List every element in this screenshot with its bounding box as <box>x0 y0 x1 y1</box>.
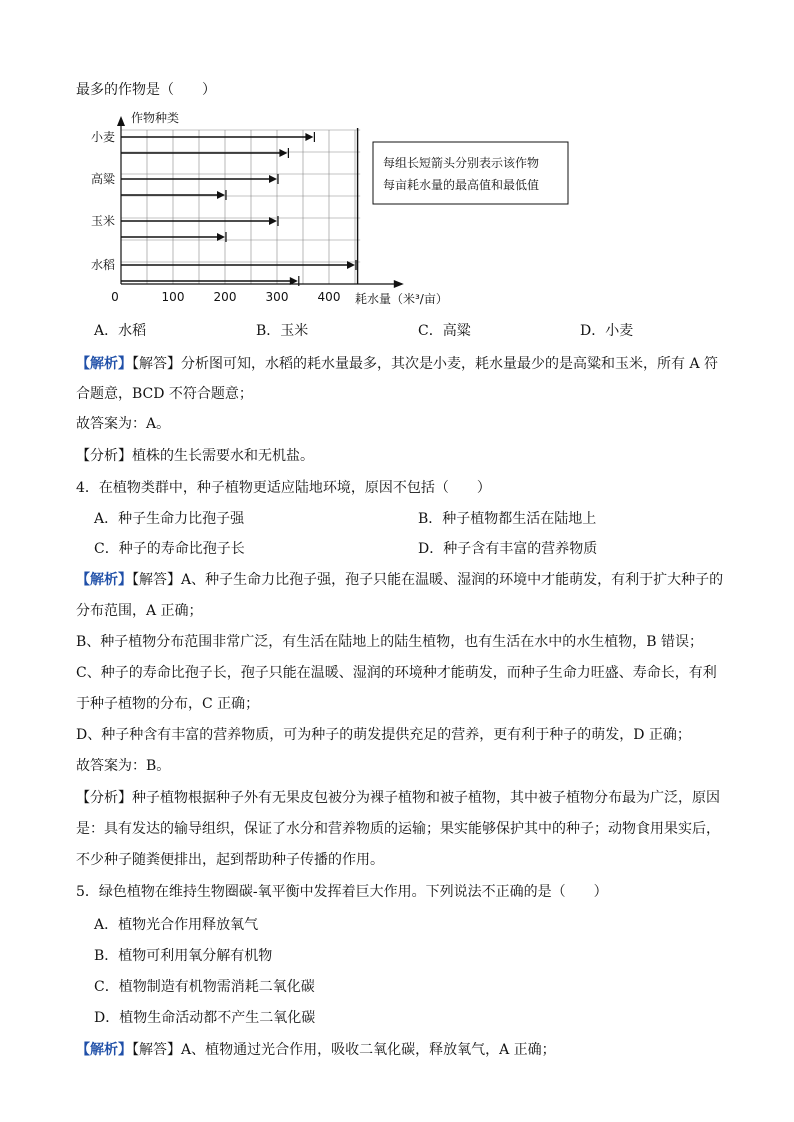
q4-analysis-line-5: 于种子植物的分布，C 正确； <box>76 696 260 712</box>
fenxi-tag: 【分析】 <box>76 448 132 464</box>
x-tick-label: 100 <box>161 290 185 304</box>
analysis-tag: 【解析】 <box>76 1042 132 1058</box>
x-axis-label: 耗水量（米³/亩） <box>355 292 448 306</box>
q4-option-b[interactable]: B．种子植物都生活在陆地上 <box>418 511 597 527</box>
q4-stem: 4．在植物类群中，种子植物更适应陆地环境，原因不包括（ ） <box>76 480 491 496</box>
q4-option-d[interactable]: D．种子含有丰富的营养物质 <box>418 541 598 557</box>
answer-tag: 【解答】 <box>132 1042 181 1058</box>
y-axis-arrowhead <box>117 116 125 126</box>
q5-stem: 5．绿色植物在维持生物圈碳-氧平衡中发挥着巨大作用。下列说法不正确的是（ ） <box>76 884 608 900</box>
q4-analysis-line-1 <box>76 570 723 590</box>
q4-analysis-text: A、种子生命力比孢子强，孢子只能在温暖、湿润的环境中才能萌发，有利于扩大种子的 <box>181 572 724 588</box>
water-consumption-chart <box>88 108 578 313</box>
q3-option-c[interactable]: C．高粱 <box>418 323 471 339</box>
question-stem-tail: 最多的作物是（ ） <box>76 82 216 98</box>
x-tick-label: 0 <box>111 290 119 304</box>
range-arrowhead-min <box>279 149 287 157</box>
q4-answer: 故答案为：B。 <box>76 758 171 774</box>
q4-option-a[interactable]: A．种子生命力比孢子强 <box>94 511 245 527</box>
q4-analysis-line-6: D、种子种含有丰富的营养物质，可为种子的萌发提供充足的营养，更有利于种子的萌发，D 正确； <box>76 727 691 743</box>
q4-fenxi-line-2: 是：具有发达的输导组织，保证了水分和营养物质的运输；果实能够保护其中的种子；动物食用果实后， <box>76 821 720 837</box>
q4-fenxi-line-3: 不少种子随粪便排出，起到帮助种子传播的作用。 <box>76 852 384 868</box>
q3-analysis-line-2: 合题意，BCD 不符合题意； <box>76 386 253 402</box>
q5-option-d[interactable]: D．植物生命活动都不产生二氧化碳 <box>94 1010 316 1026</box>
x-tick-label: 300 <box>265 290 289 304</box>
q5-option-c[interactable]: C．植物制造有机物需消耗二氧化碳 <box>94 979 315 995</box>
category-label: 小麦 <box>90 130 115 144</box>
y-axis-label: 作物种类 <box>131 111 180 125</box>
q3-analysis-line-1 <box>76 354 718 374</box>
category-label: 高粱 <box>90 172 115 186</box>
analysis-tag: 【解析】 <box>76 356 132 372</box>
q3-fenxi <box>76 446 314 466</box>
legend-text: 每亩耗水量的最高值和最低值 <box>383 178 540 192</box>
range-arrowhead-min <box>217 191 225 199</box>
q3-answer: 故答案为：A。 <box>76 416 171 432</box>
q5-option-a[interactable]: A．植物光合作用释放氧气 <box>94 917 259 933</box>
x-axis-arrowhead <box>394 280 404 288</box>
q5-option-b[interactable]: B．植物可利用氧分解有机物 <box>94 948 273 964</box>
category-label: 水稻 <box>90 258 115 272</box>
q4-option-c[interactable]: C．种子的寿命比孢子长 <box>94 541 245 557</box>
x-tick-label: 400 <box>317 290 341 304</box>
chart-svg <box>88 108 578 313</box>
q3-fenxi-text: 植株的生长需要水和无机盐。 <box>132 448 314 464</box>
legend-text: 每组长短箭头分别表示该作物 <box>383 156 540 170</box>
q4-fenxi-line-1 <box>76 788 720 808</box>
range-arrowhead-max <box>305 133 313 141</box>
answer-tag: 【解答】 <box>132 356 181 372</box>
q3-option-b[interactable]: B．玉米 <box>256 323 309 339</box>
q4-analysis-line-3: B、种子植物分布范围非常广泛，有生活在陆地上的陆生植物，也有生活在水中的水生植物，B 错误； <box>76 634 704 650</box>
q3-option-a[interactable]: A．水稻 <box>94 323 147 339</box>
legend-box <box>373 142 568 204</box>
analysis-tag: 【解析】 <box>76 572 132 588</box>
q4-analysis-line-4: C、种子的寿命比孢子长，孢子只能在温暖、湿润的环境种才能萌发，而种子生命力旺盛、寿命长，有利 <box>76 665 717 681</box>
q3-option-d[interactable]: D．小麦 <box>580 323 634 339</box>
q4-analysis-line-2: 分布范围，A 正确； <box>76 603 203 619</box>
q3-analysis-text: 分析图可知，水稻的耗水量最多，其次是小麦，耗水量最少的是高粱和玉米，所有 A 符 <box>181 356 719 372</box>
fenxi-tag: 【分析】 <box>76 790 132 806</box>
category-label: 玉米 <box>90 214 115 228</box>
answer-tag: 【解答】 <box>132 572 181 588</box>
q4-fenxi-text: 种子植物根据种子外有无果皮包被分为裸子植物和被子植物，其中被子植物分布最为广泛，原因 <box>132 790 720 806</box>
range-arrowhead-max <box>269 175 277 183</box>
x-tick-label: 200 <box>213 290 237 304</box>
q5-analysis-line-1 <box>76 1040 556 1060</box>
q5-analysis-text: A、植物通过光合作用，吸收二氧化碳，释放氧气，A 正确； <box>181 1042 556 1058</box>
